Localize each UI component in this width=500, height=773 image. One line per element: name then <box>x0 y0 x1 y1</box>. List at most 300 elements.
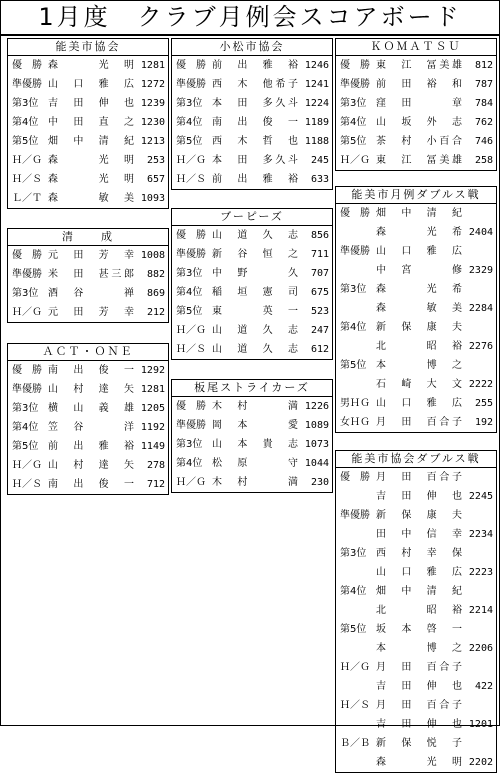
score-value: 230 <box>310 477 329 488</box>
score-value: 633 <box>310 174 329 185</box>
rank-label <box>336 261 376 280</box>
score-row <box>8 303 168 322</box>
player-name: 山 道 久 志 <box>212 230 298 241</box>
score-value: 612 <box>310 344 329 355</box>
column-middle <box>171 38 333 493</box>
player-name: 吉 田 伸 也 <box>376 719 462 730</box>
player-name: 森 光 明 <box>48 60 134 71</box>
rank-label <box>336 639 376 658</box>
score-value: 1239 <box>140 98 165 109</box>
player-name: 坂 本 啓 一 <box>376 624 462 635</box>
score-row <box>8 399 168 418</box>
player-name: 東 英 一 <box>212 306 298 317</box>
score-value <box>466 734 496 753</box>
player-name: 本 田 多久斗 <box>212 155 298 166</box>
score-value: 1073 <box>304 439 329 450</box>
score-value: 278 <box>146 460 165 471</box>
rank-label: 第4位 <box>176 287 203 298</box>
section-header: 小松市協会 <box>172 39 332 56</box>
score-row <box>336 261 496 280</box>
score-row <box>336 318 496 337</box>
score-value <box>466 280 496 299</box>
player-name: 本 博 之 <box>376 643 462 654</box>
score-value: 1205 <box>140 403 165 414</box>
rank-label <box>336 337 376 356</box>
score-row <box>336 394 496 413</box>
score-value: 1292 <box>140 365 165 376</box>
score-value: 1089 <box>304 420 329 431</box>
score-row <box>336 487 496 506</box>
player-name: 窪 田 章 <box>376 98 462 109</box>
score-row <box>172 302 332 321</box>
score-row <box>172 94 332 113</box>
score-value <box>466 356 496 375</box>
score-value: 253 <box>146 155 165 166</box>
section-itao <box>171 379 333 493</box>
score-value: 1246 <box>304 60 329 71</box>
rank-label: Ｈ／Ｇ <box>176 477 206 488</box>
score-value <box>466 204 496 223</box>
score-value: 712 <box>146 479 165 490</box>
rank-label: Ｈ／Ｇ <box>340 662 370 673</box>
player-name: 森 光 明 <box>376 757 462 768</box>
score-value: 2222 <box>468 379 493 390</box>
score-row <box>336 356 496 375</box>
rank-label: 第5位 <box>340 136 367 147</box>
rank-label: 第3位 <box>340 548 367 559</box>
rank-label: 準優勝 <box>12 269 42 280</box>
score-row <box>336 468 496 487</box>
score-row <box>8 456 168 475</box>
rank-label: 準優勝 <box>176 79 206 90</box>
player-name: 前 出 雅 裕 <box>48 441 134 452</box>
rank-label: Ｈ／Ｇ <box>176 325 206 336</box>
score-row <box>172 416 332 435</box>
score-row <box>8 246 168 265</box>
score-value: 707 <box>310 268 329 279</box>
player-name: 南 出 俊 一 <box>48 365 134 376</box>
score-row <box>8 265 168 284</box>
rank-label: 第4位 <box>176 117 203 128</box>
score-row <box>336 94 496 113</box>
score-value: 2329 <box>468 265 493 276</box>
score-value: 1230 <box>140 117 165 128</box>
score-value: 192 <box>474 417 493 428</box>
rank-label: 第5位 <box>176 136 203 147</box>
score-value: 812 <box>474 60 493 71</box>
score-row <box>336 280 496 299</box>
rank-label: 第5位 <box>340 624 367 635</box>
score-value: 1008 <box>140 250 165 261</box>
score-value: 2206 <box>468 643 493 654</box>
section-nomi <box>7 38 169 209</box>
rank-label <box>336 753 376 772</box>
score-row <box>8 418 168 437</box>
score-row <box>172 473 332 492</box>
score-value: 784 <box>474 98 493 109</box>
column-left <box>7 38 169 495</box>
section-header: 能美市協会 <box>8 39 168 56</box>
score-value: 2234 <box>468 529 493 540</box>
rank-label: Ｂ／Ｂ <box>340 738 370 749</box>
rank-label: 第3位 <box>12 403 39 414</box>
rank-label <box>336 715 376 734</box>
score-row <box>336 639 496 658</box>
rank-label: 第4位 <box>12 422 39 433</box>
player-name: 森 光 明 <box>48 155 134 166</box>
player-name: 中 宮 修 <box>376 265 462 276</box>
score-row <box>172 245 332 264</box>
rank-label: 優 勝 <box>12 60 42 71</box>
rank-label: Ｈ／Ｇ <box>12 307 42 318</box>
score-row <box>172 283 332 302</box>
rank-label: 優 勝 <box>340 472 370 483</box>
score-row <box>8 284 168 303</box>
score-value: 787 <box>474 79 493 90</box>
score-row <box>336 658 496 677</box>
score-value: 1188 <box>304 136 329 147</box>
rank-label: 優 勝 <box>12 250 42 261</box>
score-row <box>336 113 496 132</box>
rank-label <box>336 601 376 620</box>
player-name: 吉 田 伸 也 <box>376 491 462 502</box>
score-row <box>172 340 332 359</box>
score-row <box>8 94 168 113</box>
score-row <box>336 204 496 223</box>
score-row <box>336 620 496 639</box>
section-komatsu-kyokai <box>171 38 333 190</box>
score-row <box>336 299 496 318</box>
score-row <box>336 413 496 432</box>
rank-label: 準優勝 <box>12 384 42 395</box>
player-name: 北 昭 裕 <box>376 605 462 616</box>
player-name: 中 野 久 <box>212 268 298 279</box>
score-value: 856 <box>310 230 329 241</box>
score-value <box>466 544 496 563</box>
rank-label: 男ＨＧ <box>340 398 370 409</box>
score-value: 247 <box>310 325 329 336</box>
player-name: 山 口 雅 広 <box>376 567 462 578</box>
score-row <box>336 56 496 75</box>
score-row <box>336 582 496 601</box>
player-name: 吉 田 伸 也 <box>48 98 134 109</box>
rank-label: 準優勝 <box>176 420 206 431</box>
score-value: 2214 <box>468 605 493 616</box>
player-name: 畑 中 清 紀 <box>376 208 462 219</box>
score-value: 258 <box>474 155 493 166</box>
score-row <box>172 264 332 283</box>
rank-label: Ｈ／Ｇ <box>12 460 42 471</box>
score-value: 1224 <box>304 98 329 109</box>
score-value <box>466 506 496 525</box>
rank-label: 女ＨＧ <box>340 417 370 428</box>
score-value <box>466 318 496 337</box>
player-name: 山 村 達 矢 <box>48 460 134 471</box>
score-row <box>336 715 496 734</box>
player-name: 田 中 信 幸 <box>376 529 462 540</box>
player-name: 茶 村 小百合 <box>376 136 462 147</box>
section-komatsu <box>335 38 497 171</box>
score-row <box>8 437 168 456</box>
player-name: 山 道 久 志 <box>212 344 298 355</box>
player-name: 前 田 裕 和 <box>376 79 462 90</box>
player-name: 西 木 他希子 <box>212 79 298 90</box>
score-row <box>172 170 332 189</box>
score-row <box>8 475 168 494</box>
player-name: 本 博 之 <box>376 360 462 371</box>
player-name: 森 敏 美 <box>376 303 462 314</box>
score-row <box>336 601 496 620</box>
section-actone <box>7 343 169 495</box>
player-name: 稲 垣 憲 司 <box>212 287 298 298</box>
score-row <box>336 525 496 544</box>
score-value <box>466 620 496 639</box>
rank-label: 第4位 <box>340 117 367 128</box>
score-value: 2223 <box>468 567 493 578</box>
player-name: 松 原 守 <box>212 458 298 469</box>
column-right <box>335 38 497 773</box>
score-row <box>336 563 496 582</box>
score-row <box>336 337 496 356</box>
section-header: ＫＯＭＡＴＳＵ <box>336 39 496 56</box>
score-row <box>172 113 332 132</box>
rank-label: 第4位 <box>176 458 203 469</box>
score-row <box>336 544 496 563</box>
rank-label: 第5位 <box>12 136 39 147</box>
rank-label <box>336 677 376 696</box>
score-value: 869 <box>146 288 165 299</box>
score-value: 1241 <box>304 79 329 90</box>
page-title: 1月度 クラブ月例会スコアボード <box>0 0 500 36</box>
rank-label: 第4位 <box>340 322 367 333</box>
player-name: 畑 中 清 紀 <box>376 586 462 597</box>
rank-label: Ｈ／Ｓ <box>176 344 206 355</box>
player-name: 森 光 明 <box>48 174 134 185</box>
rank-label: 第3位 <box>340 98 367 109</box>
score-row <box>8 56 168 75</box>
rank-label: 第5位 <box>340 360 367 371</box>
rank-label: Ｈ／Ｇ <box>340 155 370 166</box>
section-header: 能美市月例ダブルス戦 <box>336 187 496 204</box>
section-header: 板尾ストライカーズ <box>172 380 332 397</box>
player-name: 石 崎 大 文 <box>376 379 462 390</box>
score-row <box>172 226 332 245</box>
score-value <box>466 242 496 261</box>
player-name: 南 出 俊 一 <box>48 479 134 490</box>
rank-label: 第4位 <box>12 117 39 128</box>
score-value: 2202 <box>468 757 493 768</box>
score-row <box>336 677 496 696</box>
rank-label: 優 勝 <box>12 365 42 376</box>
player-name: 森 敏 美 <box>48 193 134 204</box>
score-value: 2404 <box>468 227 493 238</box>
section-kyokai-doubles <box>335 450 497 773</box>
rank-label: 優 勝 <box>176 60 206 71</box>
rank-label: 優 勝 <box>176 401 206 412</box>
score-value: 1044 <box>304 458 329 469</box>
score-value: 245 <box>310 155 329 166</box>
player-name: 前 出 雅 裕 <box>212 174 298 185</box>
section-header: ＡＣＴ・ＯＮＥ <box>8 344 168 361</box>
player-name: 東 江 冨美雄 <box>376 155 462 166</box>
score-row <box>172 397 332 416</box>
score-value: 2284 <box>468 303 493 314</box>
player-name: 月 田 百合子 <box>376 700 462 711</box>
score-row <box>336 75 496 94</box>
rank-label <box>336 299 376 318</box>
player-name: 木 村 満 <box>212 401 298 412</box>
score-row <box>8 170 168 189</box>
score-value: 675 <box>310 287 329 298</box>
score-row <box>8 380 168 399</box>
player-name: 笠 谷 洋 <box>48 422 134 433</box>
score-value <box>466 658 496 677</box>
score-row <box>172 321 332 340</box>
score-row <box>8 361 168 380</box>
player-name: 北 昭 裕 <box>376 341 462 352</box>
score-row <box>336 506 496 525</box>
score-value: 1281 <box>140 60 165 71</box>
player-name: 木 村 満 <box>212 477 298 488</box>
player-name: 元 田 芳 幸 <box>48 250 134 261</box>
score-value: 1201 <box>468 719 493 730</box>
score-row <box>336 223 496 242</box>
player-name: 西 木 哲 也 <box>212 136 298 147</box>
score-value: 255 <box>474 398 493 409</box>
rank-label: 第3位 <box>340 284 367 295</box>
player-name: 元 田 芳 幸 <box>48 307 134 318</box>
score-value: 882 <box>146 269 165 280</box>
rank-label <box>336 525 376 544</box>
rank-label: Ｈ／Ｓ <box>12 174 42 185</box>
score-value: 1192 <box>140 422 165 433</box>
score-row <box>8 151 168 170</box>
score-value <box>466 468 496 487</box>
score-row <box>172 435 332 454</box>
score-value: 2245 <box>468 491 493 502</box>
player-name: 新 保 康 夫 <box>376 510 462 521</box>
score-value: 1189 <box>304 117 329 128</box>
score-row <box>8 189 168 208</box>
rank-label: Ｈ／Ｓ <box>12 479 42 490</box>
player-name: 南 出 俊 一 <box>212 117 298 128</box>
rank-label: 準優勝 <box>12 79 42 90</box>
score-value: 2276 <box>468 341 493 352</box>
player-name: 西 村 幸 保 <box>376 548 462 559</box>
score-row <box>172 56 332 75</box>
player-name: 酒 谷 禅 <box>48 288 134 299</box>
score-value: 523 <box>310 306 329 317</box>
player-name: 月 田 百合子 <box>376 472 462 483</box>
player-name: 吉 田 伸 也 <box>376 681 462 692</box>
score-row <box>336 375 496 394</box>
score-value: 1272 <box>140 79 165 90</box>
score-value: 746 <box>474 136 493 147</box>
score-value: 711 <box>310 249 329 260</box>
score-value <box>466 582 496 601</box>
player-name: 新 保 康 夫 <box>376 322 462 333</box>
score-row <box>8 75 168 94</box>
rank-label: 優 勝 <box>340 208 370 219</box>
score-value <box>466 696 496 715</box>
player-name: 畑 中 清 紀 <box>48 136 134 147</box>
rank-label: 優 勝 <box>176 230 206 241</box>
rank-label: 準優勝 <box>340 79 370 90</box>
rank-label <box>336 563 376 582</box>
score-value: 422 <box>474 681 493 692</box>
section-header: 能美市協会ダブルス戦 <box>336 451 496 468</box>
player-name: 岡 本 愛 <box>212 420 298 431</box>
section-header: 清 成 <box>8 229 168 246</box>
score-value: 1281 <box>140 384 165 395</box>
rank-label: 準優勝 <box>176 249 206 260</box>
rank-label: Ｈ／Ｇ <box>12 155 42 166</box>
score-value: 1213 <box>140 136 165 147</box>
rank-label: Ｈ／Ｓ <box>176 174 206 185</box>
rank-label <box>336 223 376 242</box>
score-row <box>336 753 496 772</box>
rank-label: Ｈ／Ｓ <box>340 700 370 711</box>
score-row <box>336 734 496 753</box>
rank-label <box>336 487 376 506</box>
rank-label: 第3位 <box>176 98 203 109</box>
player-name: 山 本 貴 志 <box>212 439 298 450</box>
player-name: 横 山 義 雄 <box>48 403 134 414</box>
rank-label: 準優勝 <box>340 510 370 521</box>
rank-label: 第5位 <box>12 441 39 452</box>
player-name: 山 口 雅 広 <box>376 246 462 257</box>
rank-label <box>336 375 376 394</box>
score-row <box>172 75 332 94</box>
player-name: 山 坂 外 志 <box>376 117 462 128</box>
player-name: 森 光 希 <box>376 284 462 295</box>
score-value: 657 <box>146 174 165 185</box>
player-name: 山 口 雅 広 <box>376 398 462 409</box>
player-name: 森 光 希 <box>376 227 462 238</box>
section-seisei <box>7 228 169 323</box>
player-name: 米 田 甚三郎 <box>48 269 134 280</box>
score-row <box>172 454 332 473</box>
player-name: 山 道 久 志 <box>212 325 298 336</box>
score-value: 762 <box>474 117 493 128</box>
player-name: 新 谷 恒 之 <box>212 249 298 260</box>
score-value: 1149 <box>140 441 165 452</box>
section-boopies <box>171 208 333 360</box>
score-value: 1093 <box>140 193 165 204</box>
player-name: 新 保 悦 子 <box>376 738 462 749</box>
player-name: 東 江 冨美雄 <box>376 60 462 71</box>
section-nomi-doubles <box>335 186 497 433</box>
score-row <box>8 132 168 151</box>
score-row <box>172 151 332 170</box>
score-row <box>336 696 496 715</box>
rank-label: 第3位 <box>176 439 203 450</box>
rank-label: 第5位 <box>176 306 203 317</box>
rank-label: 第3位 <box>12 98 39 109</box>
rank-label: Ｈ／Ｇ <box>176 155 206 166</box>
player-name: 中 田 直 之 <box>48 117 134 128</box>
score-row <box>336 151 496 170</box>
player-name: 本 田 多久斗 <box>212 98 298 109</box>
player-name: 山 口 雅 広 <box>48 79 134 90</box>
score-row <box>8 113 168 132</box>
score-row <box>336 132 496 151</box>
score-row <box>336 242 496 261</box>
score-row <box>172 132 332 151</box>
rank-label: 第4位 <box>340 586 367 597</box>
rank-label: 優 勝 <box>340 60 370 71</box>
rank-label: 第3位 <box>176 268 203 279</box>
